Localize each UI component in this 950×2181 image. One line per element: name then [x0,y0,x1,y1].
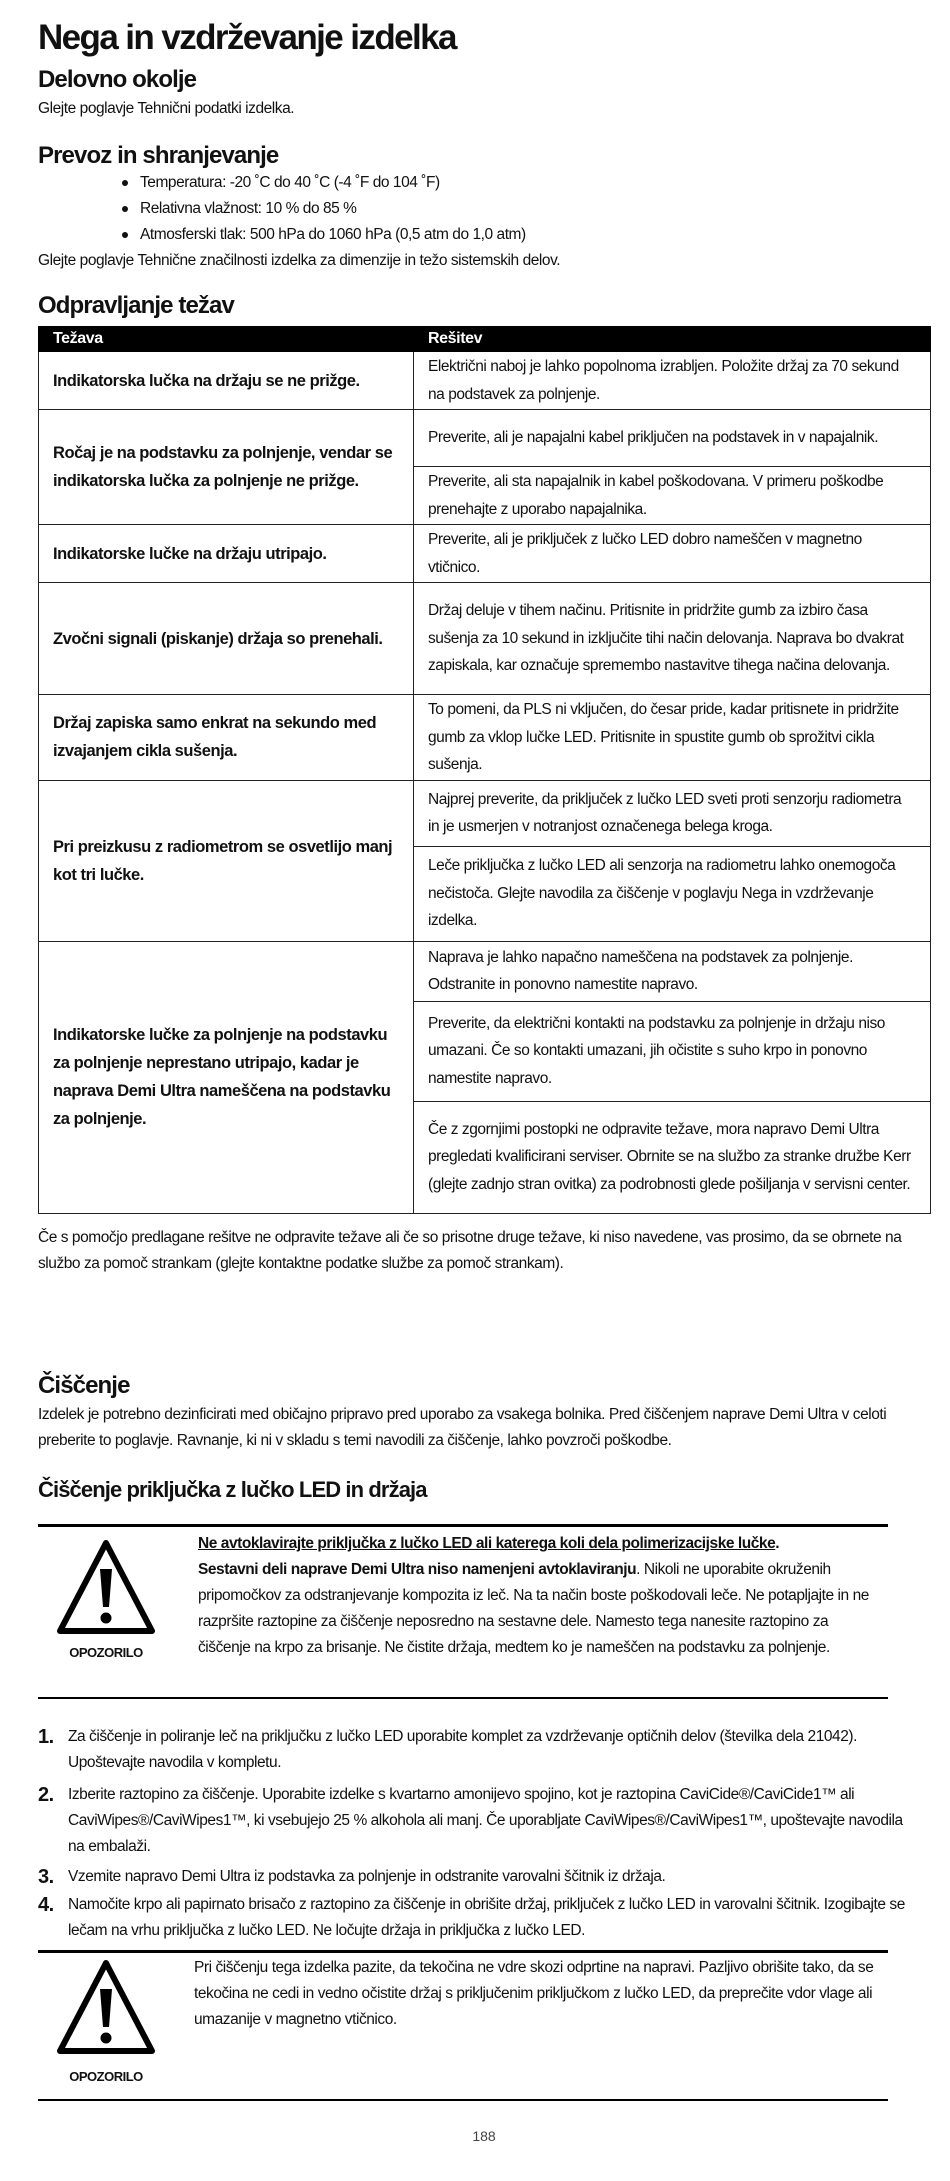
operating-env-heading: Delovno okolje [38,66,197,93]
page-title: Nega in vzdrževanje izdelka [38,18,456,57]
solution-cell: Naprava je lahko napačno nameščena na podstavek za polnjenje. Odstranite in ponovno namestite napravo. [414,941,931,1001]
solution-cell: Električni naboj je lahko popolnoma izrabljen. Položite držaj za 70 sekund na podstavek za polnjenje. [414,352,931,410]
warning-triangle-icon [56,1537,156,1637]
problem-cell: Držaj zapiska samo enkrat na sekundo med izvajanjem cikla sušenja. [39,695,414,781]
problem-cell: Ročaj je na podstavku za polnjenje, vendar se indikatorska lučka za polnjenje ne prižge. [39,410,414,525]
table-row [39,941,931,1001]
solution-cell: Preverite, ali je napajalni kabel priključen na podstavek in v napajalnik. [414,410,931,467]
solution-cell: Preverite, da električni kontakti na podstavku za polnjenje in držaju niso umazani. Če so kontakti umazani, jih očistite s suho krpo in ponovno namestite napravo. [414,1001,931,1101]
cleaning-heading: Čiščenje [38,1372,130,1399]
warning-period: . [775,1535,780,1552]
warning-bold-text: Sestavni deli naprave Demi Ultra niso namenjeni avtoklaviranju [198,1561,637,1578]
cleaning-subheading: Čiščenje priključka z lučko LED in držaja [38,1477,427,1502]
transport-heading: Prevoz in shranjevanje [38,142,279,169]
table-row [39,583,931,695]
problem-cell: Indikatorska lučka na držaju se ne prižge. [39,352,414,410]
step-number: 2. [38,1784,54,1806]
table-row [39,695,931,781]
solution-cell: To pomeni, da PLS ni vključen, do česar pride, kadar pritisnete in pridržite gumb za vklop lučke LED. Pritisnite in spustite gumb ob sprožitvi cikla sušenja. [414,695,931,781]
solution-cell: Leče priključka z lučko LED ali senzorja na radiometru lahko onemogoča nečistoča. Glejte navodila za čiščenje v poglavju Nega in vzdrževanje izdelka. [414,846,931,941]
header-problem: Težava [39,327,414,352]
warning-label: OPOZORILO [69,1645,143,1660]
solution-cell: Preverite, ali je priključek z lučko LED dobro nameščen v magnetno vtičnico. [414,525,931,583]
table-row [39,410,931,467]
troubleshooting-footer: Če s pomočjo predlagane rešitve ne odpravite težave ali če so prisotne druge težave, ki niso navedene, vas prosimo, da se obrnete na službo za pomoč strankam (glejte kontaktne podatke službe za pomoč strankam). [38,1229,902,1272]
step-text: Vzemite napravo Demi Ultra iz podstavka za polnjenje in odstranite varovalni ščitnik iz držaja. [68,1868,666,1885]
list-item [38,1724,918,1776]
header-solution: Rešitev [414,327,931,352]
solution-cell: Če z zgornjimi postopki ne odpravite težave, mora napravo Demi Ultra pregledati kvalificirani serviser. Obrnite se na službo za stranke družbe Kerr (glejte zadnjo stran ovitka) za podrobnosti glede pošiljanja v servisni center. [414,1101,931,1213]
problem-cell: Pri preizkusu z radiometrom se osvetlijo manj kot tri lučke. [39,780,414,941]
transport-note: Glejte poglavje Tehnične značilnosti izdelka za dimenzije in težo sistemskih delov. [38,252,561,269]
cleaning-text: Izdelek je potrebno dezinficirati med običajno pripravo pred uporabo za vsakega bolnika. Pred čiščenjem naprave Demi Ultra v celoti preberite to poglavje. Ravnanje, ki ni v skladu s temi navodili za čiščenje, lahko povzroči poškodbe. [38,1406,887,1449]
step-text: Izberite raztopino za čiščenje. Uporabite izdelke s kvartarno amonijevo spojino, kot je raztopina CaviCide®/CaviCide1™ ali CaviWipes®/CaviWipes1™, ki vsebujejo 25 % alkohola ali manj. Če uporabljate CaviWipes®/CaviWipes1™, upoštevajte navodila na embalaži. [68,1786,903,1855]
troubleshooting-heading: Odpravljanje težav [38,292,234,319]
table-row [39,525,931,583]
table-row [39,352,931,410]
transport-bullet: Relativna vlažnost: 10 % do 85 % [122,196,526,222]
problem-cell: Indikatorske lučke na držaju utripajo. [39,525,414,583]
warning-box-liquid [38,1950,888,2101]
warning-label: OPOZORILO [69,2069,143,2084]
warning-text [198,1531,878,1661]
warning-box-autoclave [38,1524,888,1699]
page-number: 188 [472,2128,496,2144]
table-row [39,780,931,846]
warning-text: Pri čiščenju tega izdelka pazite, da tekočina ne vdre skozi odprtine na napravi. Pazljivo obrišite tako, da se tekočina ne cedi in vedno očistite držaj s priključenim priključkom z lučko LED, da preprečite vdor vlage ali umazanije v magnetno vtičnico. [194,1959,874,2028]
transport-list [122,170,526,248]
problem-cell: Indikatorske lučke za polnjenje na podstavku za polnjenje neprestano utripajo, kadar je naprava Demi Ultra nameščena na podstavku za polnjenje. [39,941,414,1213]
operating-env-text: Glejte poglavje Tehnični podatki izdelka. [38,100,295,117]
transport-bullet: Temperatura: -20 ˚C do 40 ˚C (-4 ˚F do 104 ˚F) [122,170,526,196]
solution-cell: Najprej preverite, da priključek z lučko LED sveti proti senzorju radiometra in je usmerjen v notranjost označenega belega kroga. [414,780,931,846]
list-item [38,1864,918,1890]
transport-bullet: Atmosferski tlak: 500 hPa do 1060 hPa (0,5 atm do 1,0 atm) [122,222,526,248]
step-number: 4. [38,1894,54,1916]
solution-cell: Preverite, ali sta napajalnik in kabel poškodovana. V primeru poškodbe prenehajte z uporabo napajalnika. [414,467,931,525]
step-number: 1. [38,1726,54,1748]
warning-triangle-icon [56,1957,156,2057]
problem-cell: Zvočni signali (piskanje) držaja so prenehali. [39,583,414,695]
step-text: Namočite krpo ali papirnato brisačo z raztopino za čiščenje in obrišite držaj, priključek z lučko LED in varovalni ščitnik. Izogibajte se lečam na vrhu priključka z lučko LED. Ne ločujte držaja in priključka z lučko LED. [68,1896,905,1939]
troubleshooting-table [38,326,931,1214]
list-item [38,1892,918,1944]
table-header-row [39,327,931,352]
step-text: Za čiščenje in poliranje leč na priključku z lučko LED uporabite komplet za vzdrževanje optičnih delov (številka dela 21042). Upoštevajte navodila v kompletu. [68,1728,857,1771]
solution-cell: Držaj deluje v tihem načinu. Pritisnite in pridržite gumb za izbiro časa sušenja za 10 sekund in izključite tihi način delovanja. Naprava bo dvakrat zapiskala, kar označuje spremembo nastavitve tihega načina delovanja. [414,583,931,695]
list-item [38,1782,918,1860]
warning-underlined-text: Ne avtoklavirajte priključka z lučko LED ali katerega koli dela polimerizacijske lučke [198,1535,776,1552]
warning-body-text: . Nikoli ne uporabite okruženih pripomočkov za odstranjevanje kompozita iz leč. Na ta način boste poškodovali leče. Ne potapljajte in ne razpršite raztopine za čiščenje neposredno na sestavne dele. Namesto tega nanesite raztopino za čiščenje na krpo za brisanje. Ne čistite držaja, medtem ko je nameščen na podstavku za polnjenje. [198,1561,869,1656]
step-number: 3. [38,1866,54,1888]
cleaning-steps [38,1724,918,1944]
